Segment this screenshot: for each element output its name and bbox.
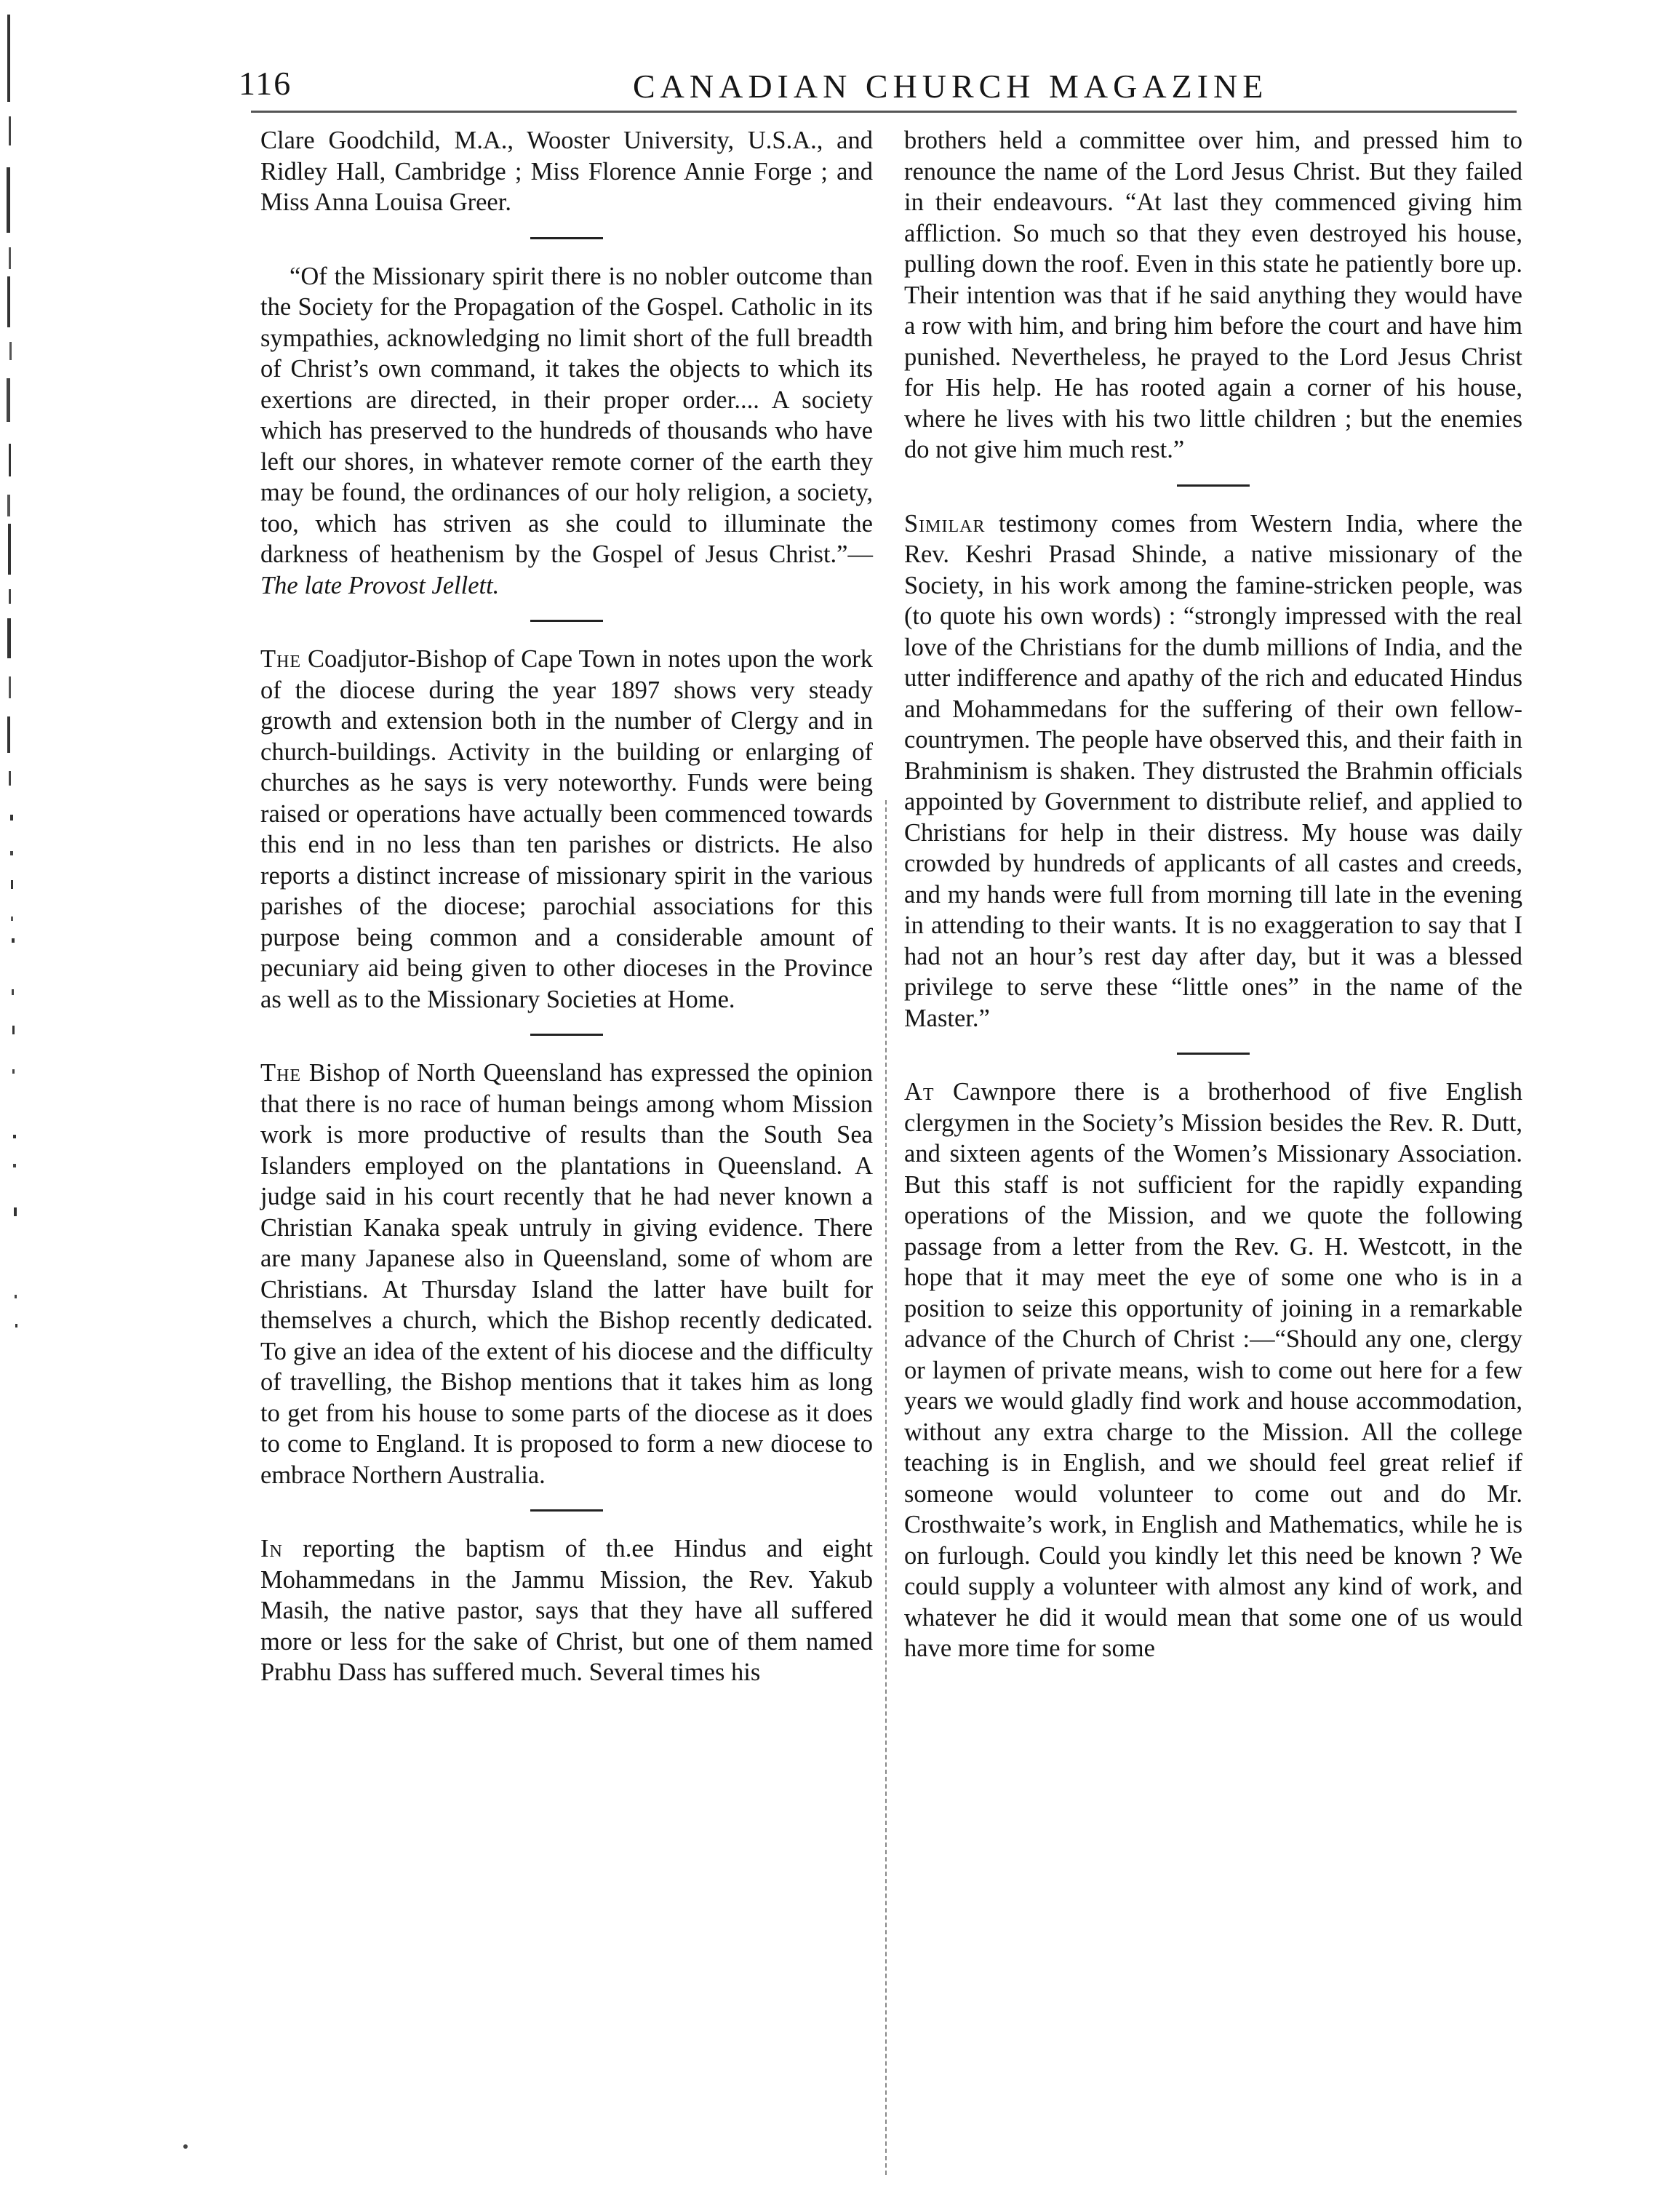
quote-attribution: The late Provost Jellett. xyxy=(260,571,500,599)
paragraph-body: reporting the baptism of th.ee Hindus and eight Mohammedans in the Jammu Mission, the Rev. Yakub Masih, the native pastor, says that they have all suffered more or less for the sake of Christ, but one of them named Prabhu Dass has suffered much. Several times his xyxy=(260,1535,873,1686)
page-number: 116 xyxy=(239,65,292,102)
paragraph-body: testimony comes from Western India, where the Rev. Keshri Prasad Shinde, a native missionary of the Society, in his work among the famine-stricken people, was (to quote his own words) : “strongly impressed with the real love of the Christians for the dumb millions of India, and the utter indifference and apathy of the rich and educated Hindus and Mohammedans for the suffering of their own fellow-countrymen. The people have observed this, and their faith in Brahminism is shaken. They distrusted the Brahmin officials appointed by Government to distribute relief, and applied to Christians for help in their distress. My house was daily crowded by hundreds of applicants of all castes and creeds, and my hands were full from morning till late in the evening in attending to their wants. It is no exaggeration to say that I had not an hour’s rest day after day, but it was a blessed privilege to serve these “little ones” in the name of the Master.” xyxy=(904,509,1522,1032)
scan-edge-specks xyxy=(0,0,44,2212)
header-rule xyxy=(251,111,1517,113)
paragraph-lead-in: At xyxy=(904,1078,935,1106)
paragraph-body: Cawnpore there is a brotherhood of five English clergymen in the Society’s Mission besides the Rev. R. Dutt, and sixteen agents of the Women’s Missionary Association. But this staff is not sufficient for the rapidly expanding operations of the Mission, and we quote the following passage from a letter from the Rev. G. H. Westcott, in the hope that it may meet the eye of some one who is in a position to seize this opportunity of joining in a remarkable advance of the Church of Christ :—“Should any one, clergy or laymen of private means, wish to come out here for a few years we would gladly find work and house accommodation, without any extra charge to the Mission. All the college teaching is in English, and we should feel great relief if someone would volunteer to come out and do Mr. Crosthwaite’s work, in English and Mathematics, while he is on furlough. Could you kindly let this need be known ? We could supply a volunteer with almost any kind of work, and whatever he did it would mean that some one of us would have more time for some xyxy=(904,1078,1522,1662)
column-divider xyxy=(885,800,887,2175)
running-head-title: CANADIAN CHURCH MAGAZINE xyxy=(633,68,1269,105)
left-column xyxy=(260,125,873,1688)
section-separator xyxy=(1177,1053,1250,1055)
left-paragraph-1: Clare Goodchild, M.A., Wooster University, U.S.A., and Ridley Hall, Cambridge ; Miss Florence Annie Forge ; and Miss Anna Louisa Greer. xyxy=(260,127,873,216)
right-paragraph-3 xyxy=(904,1077,1522,1664)
quote-text: “Of the Missionary spirit there is no nobler outcome than the Society for the Propagation of the Gospel. Catholic in its sympathies, acknowledging no limit short of the full breadth of Christ’s own command, it takes the objects to which its exertions are directed, in their proper order.... A society which has preserved to the hundreds of thousands who have left our shores, in whatever remote corner of the earth they may be found, the ordinances of our holy religion, a society, too, which has striven as she could to illuminate the darkness of heathenism by the Gospel of Jesus Christ.”— xyxy=(260,262,873,568)
left-paragraph-4 xyxy=(260,1058,873,1490)
jellett-quote xyxy=(260,261,873,602)
section-separator xyxy=(1177,484,1250,487)
left-paragraph-2 xyxy=(260,261,873,602)
section-separator xyxy=(530,237,603,239)
paragraph-body: Coadjutor-Bishop of Cape Town in notes upon the work of the diocese during the year 1897 shows very steady growth and extension both in the number of Clergy and in church-buildings. Activity in the building or enlarging of churches as he says is very noteworthy. Funds were being raised or operations have actually been commenced towards this end in no less than ten parishes or districts. He also reports a distinct increase of missionary spirit in the various parishes of the diocese; parochial associations for this purpose being common and a considerable amount of pecuniary aid being given to other dioceses in the Province as well as to the Missionary Societies at Home. xyxy=(260,645,873,1013)
paragraph-lead-in: The xyxy=(260,1059,302,1087)
paragraph-lead-in: The xyxy=(260,645,302,673)
left-paragraph-5 xyxy=(260,1533,873,1688)
paragraph-lead-in: In xyxy=(260,1535,283,1562)
section-separator xyxy=(530,1509,603,1512)
section-separator xyxy=(530,620,603,622)
right-paragraph-1: brothers held a committee over him, and pressed him to renounce the name of the Lord Jesus Christ. But they failed in their endeavours. “At last they commenced giving him affliction. So much so that they even destroyed his house, pulling down the roof. Even in this state he patiently bore up. Their intention was that if he said anything they would have a row with him, and bring him before the court and have him punished. Nevertheless, he prayed to the Lord Jesus Christ for His help. He has rooted again a corner of his house, where he lives with his two little children ; but the enemies do not give him much rest.” xyxy=(904,127,1522,463)
left-paragraph-3 xyxy=(260,644,873,1015)
right-column xyxy=(904,125,1522,1664)
paragraph-lead-in: Similar xyxy=(904,509,986,538)
section-separator xyxy=(530,1034,603,1036)
right-paragraph-2 xyxy=(904,508,1522,1034)
paragraph-body: Bishop of North Queensland has expressed the opinion that there is no race of human beings among whom Mission work is more productive of results than the South Sea Islanders employed on the plantations in Queensland. A judge said in his court recently that he had never known a Christian Kanaka speak untruly in giving evidence. There are many Japanese also in Queensland, some of whom are Christians. At Thursday Island the latter have built for themselves a church, which the Bishop recently dedicated. To give an idea of the extent of his diocese and the difficulty of travelling, the Bishop mentions that it takes him as long to get from his house to some parts of the diocese as it does to come to England. It is proposed to form a new diocese to embrace Northern Australia. xyxy=(260,1059,873,1489)
scan-speck xyxy=(183,2144,188,2149)
